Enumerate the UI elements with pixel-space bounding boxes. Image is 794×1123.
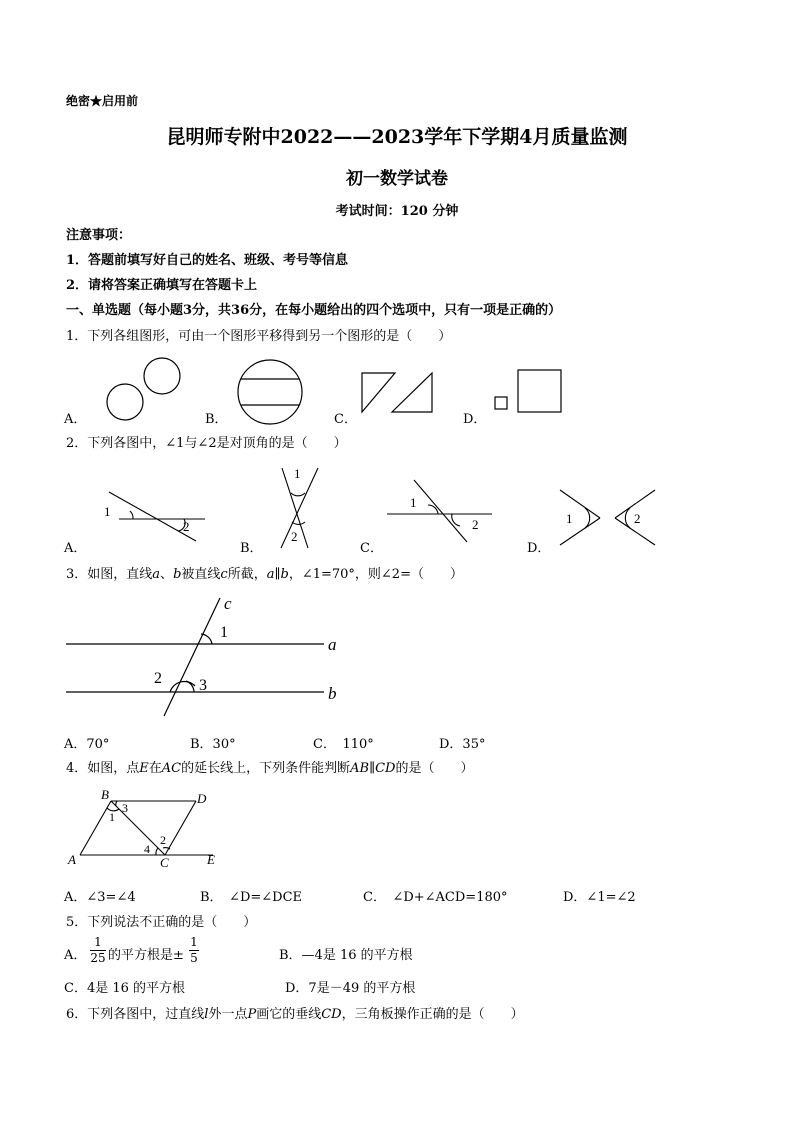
svg-text:1: 1 [566,511,573,526]
svg-text:2: 2 [154,670,162,687]
q5-fraction-1: 1 25 [90,935,106,965]
q5-option-b[interactable]: B．—4是 16 的平方根 [279,948,413,963]
secret-mark: 绝密★启用前 [66,94,139,108]
q5-option-a[interactable]: A． [64,948,87,963]
q5-stem: 5．下列说法不正确的是（ ） [66,915,257,930]
q2-option-c[interactable]: C． [360,541,383,556]
q1-option-a[interactable]: A． [64,412,87,427]
note-item: 2．请将答案正确填写在答题卡上 [66,278,258,293]
q1-stem: 1．下列各组图形，可由一个图形平移得到另一个图形的是（ ） [66,329,452,344]
svg-text:c: c [224,594,232,613]
section-title: 一、单选题（每小题3分，共36分，在每小题给出的四个选项中，只有一项是正确的） [66,303,562,318]
q5-option-c[interactable]: C．4是 16 的平方根 [64,981,186,996]
q4-option-b[interactable]: B． ∠D=∠DCE [200,890,303,905]
svg-text:2: 2 [291,529,298,544]
note-item: 1．答题前填写好自己的姓名、班级、考号等信息 [66,253,349,268]
q1-option-c[interactable]: C． [334,412,357,427]
q4-option-a[interactable]: A．∠3=∠4 [64,890,136,905]
q2-option-a[interactable]: A． [64,541,87,556]
q3-option-a[interactable]: A．70° [64,737,110,752]
svg-text:1: 1 [294,466,301,481]
q3-stem: 3．如图，直线a、b被直线c所截，a∥b，∠1=70°，则∠2=（ ） [66,567,463,582]
q3-option-d[interactable]: D．35° [439,737,486,752]
svg-text:a: a [328,635,337,654]
svg-text:1: 1 [220,624,228,641]
q4-stem: 4．如图，点E在AC的延长线上，下列条件能判断AB∥CD的是（ ） [66,761,474,776]
q5-option-a-text: 的平方根是± [108,948,184,963]
svg-text:E: E [207,852,215,867]
svg-text:A: A [68,852,76,867]
svg-text:1: 1 [104,504,111,519]
svg-text:B: B [101,787,109,802]
q3-option-c[interactable]: C． 110° [313,737,374,752]
q5-fraction-2: 1 5 [190,935,198,965]
exam-subtitle: 初一数学试卷 [346,169,448,189]
q5-option-d[interactable]: D．7是－49 的平方根 [285,981,416,996]
svg-text:C: C [160,855,169,870]
svg-text:b: b [328,684,337,703]
q3-option-b[interactable]: B．30° [190,737,236,752]
svg-text:2: 2 [183,519,190,534]
svg-text:2: 2 [472,517,479,532]
q2-stem: 2．下列各图中，∠1与∠2是对顶角的是（ ） [66,436,347,451]
q1-option-d[interactable]: D． [463,412,487,427]
svg-text:3: 3 [199,677,207,694]
q2-option-b[interactable]: B． [240,541,263,556]
q1-option-b[interactable]: B． [205,412,228,427]
svg-text:D: D [197,791,207,806]
svg-text:2: 2 [160,833,166,847]
exam-time: 考试时间：120 分钟 [335,204,459,219]
q4-option-c[interactable]: C． ∠D+∠ACD=180° [363,890,508,905]
svg-text:4: 4 [144,842,150,856]
exam-title: 昆明师专附中2022——2023学年下学期4月质量监测 [166,126,628,148]
notes-heading: 注意事项： [66,228,132,243]
svg-text:1: 1 [109,810,115,824]
svg-text:1: 1 [410,495,417,510]
svg-text:3: 3 [122,801,128,815]
svg-text:2: 2 [634,511,641,526]
q6-stem: 6．下列各图中，过直线l外一点P画它的垂线CD，三角板操作正确的是（ ） [66,1007,524,1022]
q4-option-d[interactable]: D．∠1=∠2 [563,890,636,905]
q2-option-d[interactable]: D． [527,541,551,556]
